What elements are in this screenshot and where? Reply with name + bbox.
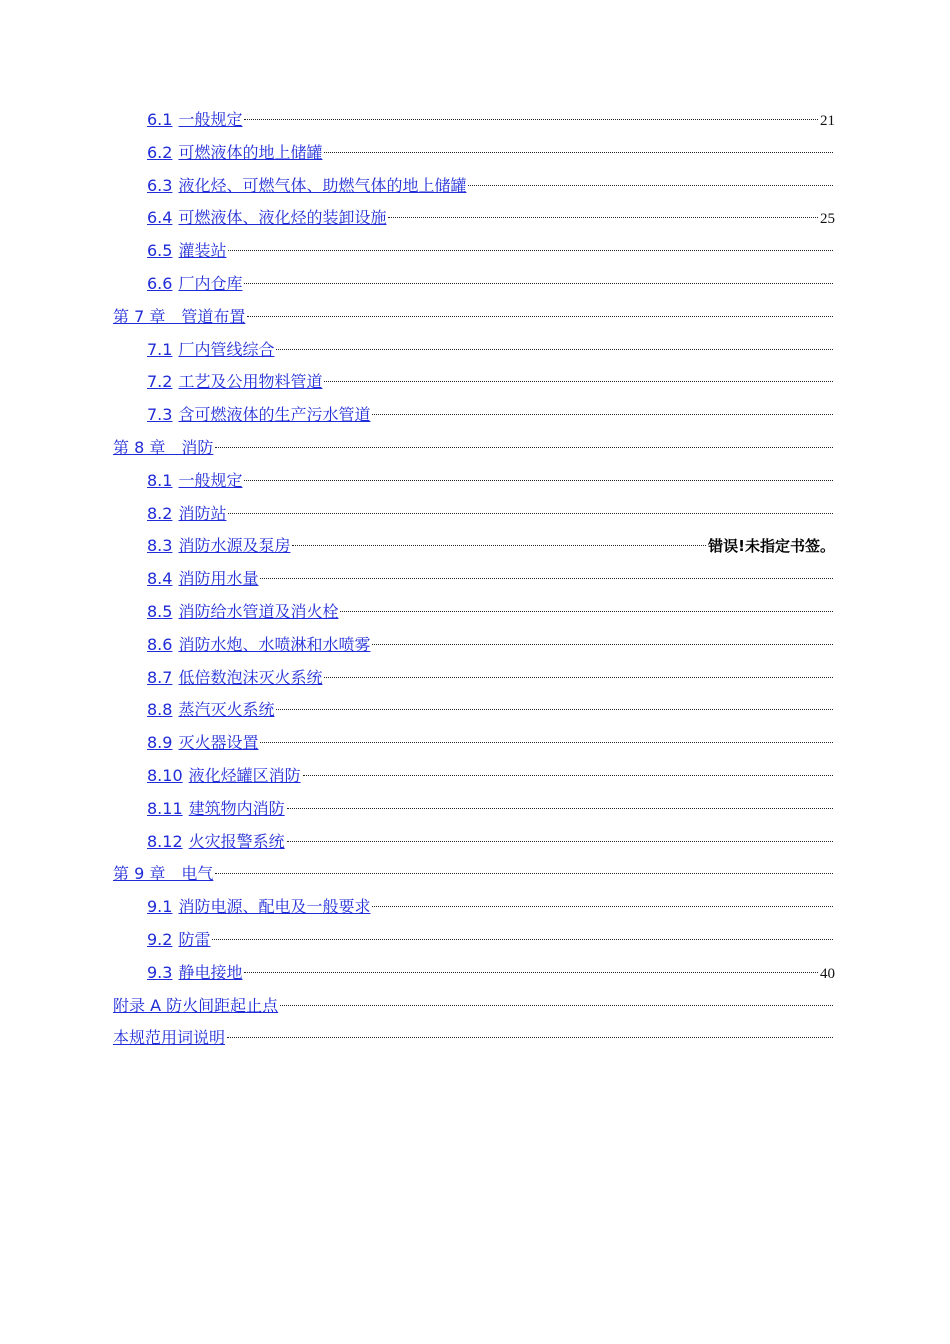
dot-leader <box>287 808 833 809</box>
toc-entry[interactable] <box>113 530 835 563</box>
toc-entry-title[interactable]: 静电接地 <box>178 962 243 982</box>
toc-entry-title[interactable]: 蒸汽灭火系统 <box>178 700 275 720</box>
toc-entry-title[interactable]: 消防给水管道及消火栓 <box>178 601 339 621</box>
toc-entry[interactable] <box>113 268 835 301</box>
toc-entry[interactable] <box>113 596 835 629</box>
toc-entry-number[interactable]: 6.6 <box>147 273 173 293</box>
toc-entry-number[interactable]: 8.4 <box>147 569 173 589</box>
toc-entry-number[interactable]: 9.2 <box>147 929 173 949</box>
toc-entry[interactable] <box>113 990 835 1023</box>
dot-leader <box>244 119 818 120</box>
toc-entry-number[interactable]: 8.5 <box>147 601 173 621</box>
toc-entry[interactable] <box>113 170 835 203</box>
toc-entry-title[interactable]: 可燃液体的地上储罐 <box>178 142 323 162</box>
toc-entry-number[interactable]: 9.3 <box>147 962 173 982</box>
toc-entry-title[interactable]: 第 9 章 电气 <box>113 864 214 884</box>
toc-error-message: 错误!未指定书签。 <box>708 537 835 556</box>
toc-entry-number[interactable]: 6.5 <box>147 241 173 261</box>
toc-entry[interactable] <box>113 301 835 334</box>
toc-entry-title[interactable]: 灭火器设置 <box>178 733 259 753</box>
toc-page-number: 21 <box>820 113 835 129</box>
dot-leader <box>215 873 833 874</box>
toc-entry-title[interactable]: 消防用水量 <box>178 569 259 589</box>
toc-entry-number[interactable]: 7.3 <box>147 405 173 425</box>
dot-leader <box>303 775 833 776</box>
dot-leader <box>287 841 833 842</box>
dot-leader <box>324 677 833 678</box>
toc-entry-title[interactable]: 消防水炮、水喷淋和水喷雾 <box>178 634 371 654</box>
dot-leader <box>244 972 818 973</box>
toc-entry-number[interactable]: 8.1 <box>147 470 173 490</box>
dot-leader <box>340 611 833 612</box>
toc-entry-number[interactable]: 6.2 <box>147 142 173 162</box>
toc-entry[interactable] <box>113 727 835 760</box>
toc-entry[interactable] <box>113 662 835 695</box>
dot-leader <box>292 545 706 546</box>
toc-entry-number[interactable]: 8.12 <box>147 831 183 851</box>
dot-leader <box>372 644 833 645</box>
toc-entry-number[interactable]: 8.7 <box>147 667 173 687</box>
toc-entry-title[interactable]: 一般规定 <box>178 110 243 129</box>
toc-entry[interactable] <box>113 498 835 531</box>
dot-leader <box>260 578 833 579</box>
toc-entry-title[interactable]: 工艺及公用物料管道 <box>178 372 323 392</box>
toc-entry-title[interactable]: 厂内仓库 <box>178 273 243 293</box>
dot-leader <box>212 939 833 940</box>
toc-entry-title[interactable]: 含可燃液体的生产污水管道 <box>178 405 371 425</box>
toc-entry[interactable] <box>113 629 835 662</box>
toc-entry-title[interactable]: 第 8 章 消防 <box>113 437 214 457</box>
toc-entry[interactable] <box>113 924 835 957</box>
toc-entry-number[interactable]: 6.3 <box>147 175 173 195</box>
toc-entry-title[interactable]: 灌装站 <box>178 241 227 261</box>
toc-entry-number[interactable]: 7.2 <box>147 372 173 392</box>
dot-leader <box>228 250 833 251</box>
toc-entry[interactable] <box>113 137 835 170</box>
toc-entry-number[interactable]: 6.1 <box>147 110 173 129</box>
toc-entry-number[interactable]: 8.11 <box>147 798 183 818</box>
toc-entry[interactable] <box>113 366 835 399</box>
toc-entry[interactable] <box>113 826 835 859</box>
toc-entry-number[interactable]: 8.9 <box>147 733 173 753</box>
toc-entry-title[interactable]: 液化烃、可燃气体、助燃气体的地上储罐 <box>178 175 467 195</box>
toc-entry-title[interactable]: 可燃液体、液化烃的装卸设施 <box>178 208 387 228</box>
toc-entry-number[interactable]: 9.1 <box>147 897 173 917</box>
dot-leader <box>388 217 818 218</box>
toc-entry[interactable] <box>113 432 835 465</box>
toc-entry-title[interactable]: 低倍数泡沫灭火系统 <box>178 667 323 687</box>
toc-entry[interactable] <box>113 202 835 235</box>
dot-leader <box>324 381 833 382</box>
dot-leader <box>372 414 833 415</box>
dot-leader <box>244 283 833 284</box>
dot-leader <box>276 349 833 350</box>
toc-entry[interactable] <box>113 235 835 268</box>
table-of-contents <box>113 104 835 1055</box>
dot-leader <box>247 316 833 317</box>
toc-entry-number[interactable]: 8.3 <box>147 536 173 556</box>
dot-leader <box>244 480 833 481</box>
dot-leader <box>276 709 833 710</box>
toc-entry[interactable] <box>113 1022 835 1055</box>
dot-leader <box>468 185 833 186</box>
toc-entry-number[interactable]: 7.1 <box>147 339 173 359</box>
toc-entry[interactable] <box>113 465 835 498</box>
toc-entry-title[interactable]: 防雷 <box>178 929 211 949</box>
toc-entry-number[interactable]: 8.2 <box>147 503 173 523</box>
toc-entry-title[interactable]: 附录 A 防火间距起止点 <box>113 995 279 1015</box>
toc-entry[interactable] <box>113 104 835 137</box>
toc-entry[interactable] <box>113 399 835 432</box>
toc-entry[interactable] <box>113 891 835 924</box>
toc-page-number: 25 <box>820 211 835 228</box>
toc-entry-title[interactable]: 第 7 章 管道布置 <box>113 306 246 326</box>
toc-entry-title[interactable]: 一般规定 <box>178 470 243 490</box>
toc-entry[interactable] <box>113 793 835 826</box>
toc-entry-number[interactable]: 8.6 <box>147 634 173 654</box>
toc-entry-title[interactable]: 液化烃罐区消防 <box>188 765 301 785</box>
dot-leader <box>215 447 833 448</box>
dot-leader <box>324 152 833 153</box>
toc-entry[interactable] <box>113 694 835 727</box>
toc-entry-number[interactable]: 6.4 <box>147 208 173 228</box>
toc-entry-title[interactable]: 消防水源及泵房 <box>178 536 291 556</box>
toc-entry-number[interactable]: 8.10 <box>147 765 183 785</box>
dot-leader <box>228 513 833 514</box>
dot-leader <box>260 742 833 743</box>
toc-entry-title[interactable]: 消防电源、配电及一般要求 <box>178 897 371 917</box>
toc-entry-title[interactable]: 本规范用词说明 <box>113 1028 226 1048</box>
toc-entry[interactable] <box>113 334 835 367</box>
toc-entry-title[interactable]: 厂内管线综合 <box>178 339 275 359</box>
dot-leader <box>372 906 833 907</box>
toc-entry-title[interactable]: 消防站 <box>178 503 227 523</box>
toc-entry-title[interactable]: 建筑物内消防 <box>188 798 285 818</box>
toc-entry-number[interactable]: 8.8 <box>147 700 173 720</box>
toc-page-number: 40 <box>820 965 835 982</box>
dot-leader <box>280 1005 833 1006</box>
toc-entry-title[interactable]: 火灾报警系统 <box>188 831 285 851</box>
toc-entry[interactable] <box>113 563 835 596</box>
toc-entry[interactable] <box>113 957 835 990</box>
dot-leader <box>227 1037 833 1038</box>
toc-entry[interactable] <box>113 760 835 793</box>
toc-entry[interactable] <box>113 858 835 891</box>
